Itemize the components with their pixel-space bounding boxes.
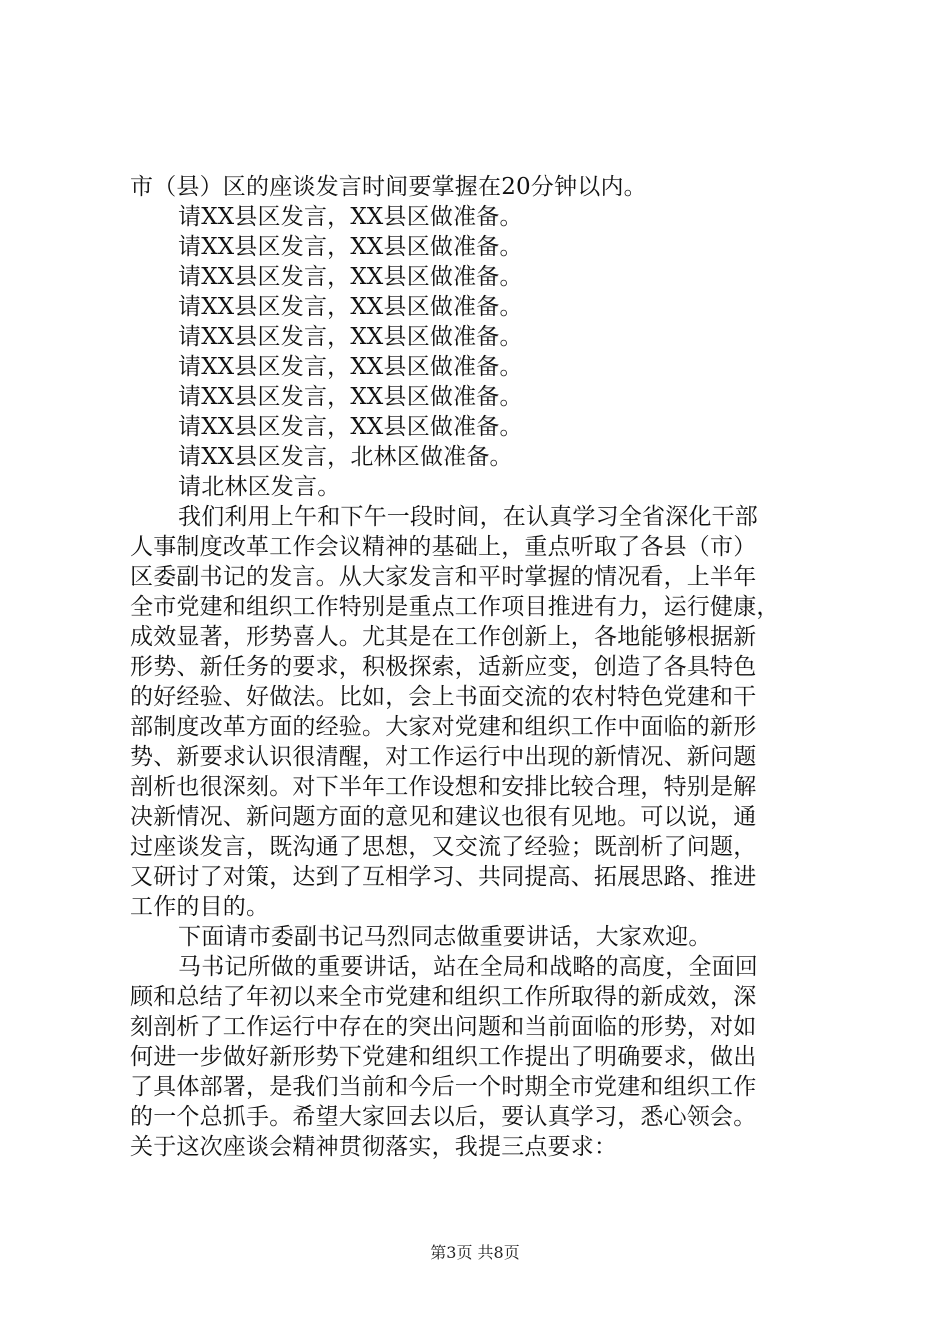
- text-line: 市（县）区的座谈发言时间要掌握在20分钟以内。: [130, 174, 647, 200]
- text-line: 马书记所做的重要讲话，站在全局和战略的高度，全面回: [178, 954, 758, 980]
- text-line: 请XX县区发言，XX县区做准备。: [178, 414, 523, 440]
- text-line: 何进一步做好新形势下党建和组织工作提出了明确要求，做出: [130, 1044, 757, 1070]
- text-line: 过座谈发言，既沟通了思想，又交流了经验；既剖析了问题，: [130, 834, 757, 860]
- text-line: 人事制度改革工作会议精神的基础上，重点听取了各县（市）: [130, 534, 757, 560]
- text-line: 的好经验、好做法。比如，会上书面交流的农村特色党建和干: [130, 684, 757, 710]
- text-line: 请XX县区发言，北林区做准备。: [178, 444, 513, 470]
- text-line: 工作的目的。: [130, 894, 270, 920]
- text-line: 刻剖析了工作运行中存在的突出问题和当前面临的形势，对如: [130, 1014, 757, 1040]
- text-line: 形势、新任务的要求，积极探索，适新应变，创造了各具特色: [130, 654, 757, 680]
- text-line: 请北林区发言。: [178, 474, 341, 500]
- text-line: 下面请市委副书记马烈同志做重要讲话，大家欢迎。: [178, 924, 712, 950]
- text-line: 请XX县区发言，XX县区做准备。: [178, 324, 523, 350]
- text-line: 全市党建和组织工作特别是重点工作项目推进有力，运行健康，: [130, 594, 780, 620]
- text-line: 的一个总抓手。希望大家回去以后，要认真学习，悉心领会。: [130, 1104, 757, 1130]
- text-line: 请XX县区发言，XX县区做准备。: [178, 264, 523, 290]
- text-line: 了具体部署，是我们当前和今后一个时期全市党建和组织工作: [130, 1074, 757, 1100]
- text-line: 请XX县区发言，XX县区做准备。: [178, 204, 523, 230]
- text-line: 区委副书记的发言。从大家发言和平时掌握的情况看，上半年: [130, 564, 757, 590]
- text-line: 剖析也很深刻。对下半年工作设想和安排比较合理，特别是解: [130, 774, 757, 800]
- text-line: 决新情况、新问题方面的意见和建议也很有见地。可以说，通: [130, 804, 757, 830]
- text-line: 势、新要求认识很清醒，对工作运行中出现的新情况、新问题: [130, 744, 757, 770]
- document-body: [130, 172, 830, 1162]
- text-line: 又研讨了对策，达到了互相学习、共同提高、拓展思路、推进: [130, 864, 757, 890]
- text-line: 请XX县区发言，XX县区做准备。: [178, 354, 523, 380]
- page-footer: 第3页 共8页: [430, 1243, 520, 1262]
- text-line: 我们利用上午和下午一段时间，在认真学习全省深化干部: [178, 504, 758, 530]
- text-line: 部制度改革方面的经验。大家对党建和组织工作中面临的新形: [130, 714, 757, 740]
- text-line: 请XX县区发言，XX县区做准备。: [178, 234, 523, 260]
- text-line: 关于这次座谈会精神贯彻落实，我提三点要求：: [130, 1134, 618, 1160]
- text-line: 请XX县区发言，XX县区做准备。: [178, 294, 523, 320]
- text-line: 请XX县区发言，XX县区做准备。: [178, 384, 523, 410]
- text-line: 成效显著，形势喜人。尤其是在工作创新上，各地能够根据新: [130, 624, 757, 650]
- text-line: 顾和总结了年初以来全市党建和组织工作所取得的新成效，深: [130, 984, 757, 1010]
